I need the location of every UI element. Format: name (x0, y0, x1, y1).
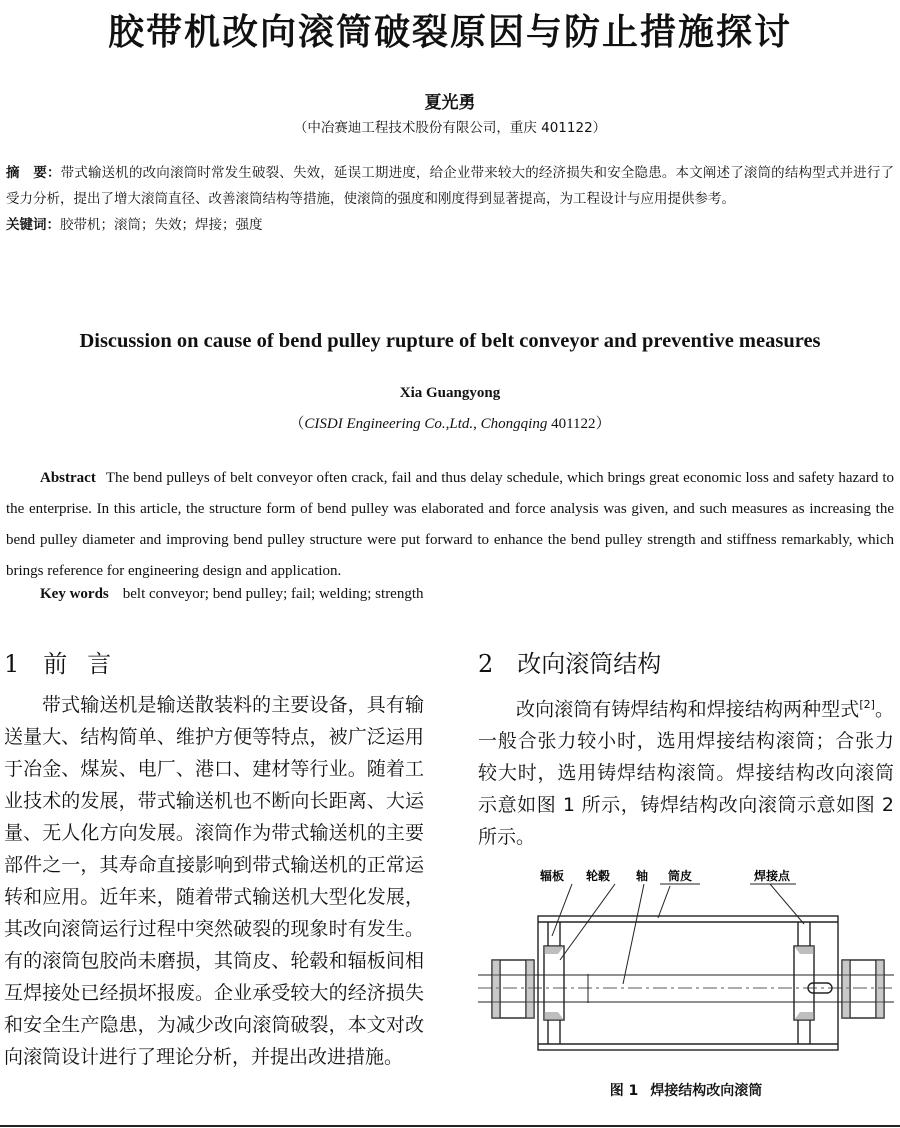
affiliation-en-code: 401122 (547, 416, 596, 432)
page-bottom-rule (0, 1125, 900, 1127)
section-1-number: 1 (4, 650, 20, 678)
author-name-cn: 夏光勇 (424, 93, 476, 113)
section-1-paragraph: 带式输送机是输送散装料的主要设备，具有输送量大、结构简单、维护方便等特点，被广泛运用于冶金、煤炭、电厂、港口、建材等行业。随着工业技术的发展，带式输送机也不断向长距离、大运量、无人化方向发展。滚筒作为带式输送机的主要部件之一，其寿命直接影响到带式输送机的正常运转和应用。近年来，随着带式输送机大型化发展，其改向滚筒运行过程中突然破裂的现象时有发生。有的滚筒包胶尚未磨损，其筒皮、轮毂和辐板间相互焊接处已经损坏报废。企业承受较大的经济损失和安全生产隐患，为减少改向滚筒破裂，本文对改向滚筒设计进行了理论分析，并提出改进措施。 (4, 694, 424, 1068)
affiliation-en-open: （ (289, 416, 305, 432)
section-2-title: 改向滚筒结构 (517, 650, 662, 678)
leader-spoke-plate (552, 884, 572, 936)
abstract-en-text: The bend pulleys of belt conveyor often crack, fail and thus delay schedule, which brings great economic loss and safety hazard to the enterprise. In this article, the structure form of bend pulley was elaborated and force analysis was given, and such measures as increasing the bend pulley diameter and improving bend pulley structure were put forward to enhance the bend pulley strength and stiffness remarkably, which brings reference for engineering design and application. (6, 470, 894, 579)
affiliation-en-org: CISDI Engineering Co.,Ltd. (304, 416, 474, 432)
section-2-text-a: 改向滚筒有铸焊结构和焊接结构两种型式 (516, 698, 860, 721)
left-hub (544, 946, 564, 1020)
figure-1 (478, 862, 894, 1062)
section-2-text-b: 。一般合张力较小时，选用焊接结构滚筒；合张力较大时，选用铸焊结构滚筒。焊接结构改向滚筒示意如图 1 所示，铸焊结构改向滚筒示意如图 2 所示。 (478, 698, 894, 849)
leader-shell (658, 886, 670, 918)
keywords-cn-paragraph (6, 212, 894, 238)
author-name-en: Xia Guangyong (399, 385, 501, 401)
section-1-title: 前言 (43, 650, 132, 678)
abstract-cn-label: 摘 要： (6, 165, 61, 181)
keywords-cn-text: 胶带机；滚筒；失效；焊接；强度 (60, 217, 263, 233)
label-hub: 轮毂 (586, 869, 611, 883)
figure-1-number: 图 1 (609, 1083, 639, 1099)
label-spoke-plate: 辐板 (540, 869, 565, 883)
affiliation-cn: （中冶赛迪工程技术股份有限公司，重庆 401122） (293, 120, 607, 136)
paper-title-en: Discussion on cause of bend pulley rupture of belt conveyor and preventive measures (79, 330, 821, 352)
abstract-cn-block (6, 160, 894, 238)
affiliation-en-sep: , (473, 416, 481, 432)
keywords-en-label: Key words (40, 586, 109, 602)
keywords-en-paragraph (40, 586, 890, 603)
pulley-shell-outline (538, 916, 838, 1050)
label-shaft: 轴 (636, 869, 649, 883)
label-shell: 筒皮 (668, 869, 693, 883)
affiliation-en (0, 412, 900, 433)
abstract-cn-text: 带式输送机的改向滚筒时常发生破裂、失效，延误工期进度，给企业带来较大的经济损失和安全隐患。本文阐述了滚筒的结构型式并进行了受力分析，提出了增大滚筒直径、改善滚筒结构等措施，使滚筒的强度和刚度得到显著提高，为工程设计与应用提供参考。 (6, 165, 894, 207)
citation-ref: [2] (859, 698, 875, 711)
leader-weld-point (770, 884, 804, 924)
keywords-en-text: belt conveyor; bend pulley; fail; welding; strength (122, 586, 424, 602)
figure-1-caption (478, 1080, 894, 1100)
affiliation-en-city: Chongqing (480, 416, 548, 432)
section-2-heading (478, 644, 661, 679)
abstract-en-label: Abstract (40, 470, 96, 486)
welded-bend-pulley-diagram (478, 862, 894, 1062)
section-2-paragraph (478, 689, 894, 853)
keywords-cn-label: 关键词： (6, 217, 60, 233)
section-1-heading (4, 644, 131, 679)
abstract-cn-paragraph (6, 160, 894, 212)
section-2-number: 2 (478, 650, 494, 678)
label-weld-point: 焊接点 (754, 869, 791, 883)
paper-title-cn: 胶带机改向滚筒破裂原因与防止措施探讨 (107, 12, 792, 53)
figure-1-title: 焊接结构改向滚筒 (650, 1083, 763, 1099)
abstract-en-paragraph (6, 463, 894, 587)
leader-shaft (623, 884, 644, 984)
affiliation-en-close: ） (595, 416, 611, 432)
